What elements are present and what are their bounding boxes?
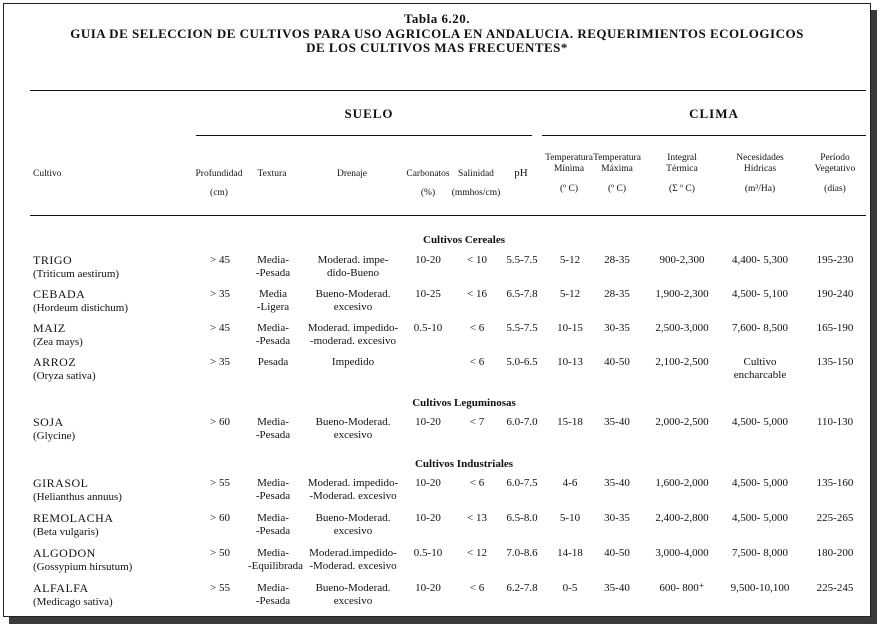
table-title-line1: GUIA DE SELECCION DE CULTIVOS PARA USO AGRICOLA EN ANDALUCIA. REQUERIMIENTOS ECOLOGICOS [70,26,804,41]
cell-tmin-line: 5-12 [559,288,581,300]
cell-water [720,477,800,490]
crop-name: CEBADA [33,287,86,301]
cell-texture-line: -Equilibrada [248,560,303,572]
cell-ph [502,288,542,301]
cell-period-line: 195-230 [816,254,854,266]
cell-ph [502,547,542,560]
crop-name: ARROZ [33,355,77,369]
cell-thermal-line: 1,900-2,300 [655,288,709,300]
crop-name: GIRASOL [33,476,89,490]
cell-sal [454,322,500,335]
cell-carb-line: 0.5-10 [413,322,443,334]
cell-tmax [594,416,640,429]
cell-sal-line: < 6 [469,356,485,368]
cell-carb [406,582,450,595]
cell-period-line: 165-190 [816,322,854,334]
cell-depth-line: > 35 [210,288,230,300]
cell-depth [200,322,240,335]
cell-tmin-line: 0-5 [562,582,578,594]
cell-tmax-line: 40-50 [604,547,630,559]
cell-drainage [300,416,406,442]
cell-water [720,416,800,429]
cell-texture-line: Media- [257,254,289,266]
cell-texture [248,322,298,348]
cell-period-line: 190-240 [816,288,854,300]
header-temp-max: Temperatura Máxima (º C) [593,153,641,194]
crop-scientific-name: (Hordeum distichum) [33,302,129,314]
cell-drainage [300,288,406,314]
cell-thermal [646,322,718,335]
cell-carb [406,477,450,490]
cell-water-line: 4,500- 5,100 [732,288,788,300]
cell-tmax-line: 35-40 [604,582,630,594]
cell-carb-line: 10-25 [415,288,441,300]
cell-depth-line: > 45 [210,254,230,266]
cell-thermal [646,547,718,560]
cell-tmin [546,416,594,429]
crop-name: MAIZ [33,321,66,335]
header-crop: Cultivo [33,169,62,179]
cell-drainage-line: excesivo [333,301,373,313]
cell-depth [200,512,240,525]
cell-ph-line: 6.0-7.5 [506,477,538,489]
cell-carb-line: 10-20 [415,512,441,524]
cell-tmin [546,547,594,560]
cell-ph-line: 6.2-7.8 [506,582,538,594]
cell-water-line: encharcable [733,369,787,381]
cell-depth [200,547,240,560]
cell-sal [454,254,500,267]
cell-sal [454,416,500,429]
cell-tmax [594,356,640,369]
crop-scientific-name: (Zea mays) [33,336,83,348]
cell-tmax [594,582,640,595]
cell-texture-line: Media- [257,512,289,524]
cell-carb-line: 0.5-10 [413,547,443,559]
cell-thermal-line: 2,400-2,800 [655,512,709,524]
cell-tmax [594,512,640,525]
cell-water [720,322,800,335]
cell-sal-line: < 6 [469,582,485,594]
cell-period-line: 110-130 [816,416,854,428]
cell-sal [454,582,500,595]
cell-texture [248,582,298,608]
cell-ph-line: 5.0-6.5 [506,356,538,368]
header-growing-period: Período Vegetativo (días) [814,153,856,194]
cell-period [804,582,866,595]
cell-water-line: 7,600- 8,500 [732,322,788,334]
cell-carb-line: 10-20 [415,416,441,428]
cell-tmax-line: 30-35 [604,322,630,334]
cell-texture-line: Media- [257,322,289,334]
cell-tmax-line: 28-35 [604,254,630,266]
cell-drainage [300,582,406,608]
cell-carb [406,512,450,525]
crop-name: SOJA [33,415,64,429]
cell-tmax [594,288,640,301]
cell-thermal [646,512,718,525]
cell-depth [200,477,240,490]
cell-depth [200,416,240,429]
cell-drainage-line: -Moderad. excesivo [309,560,397,572]
cell-sal [454,477,500,490]
cell-sal-line: < 7 [469,416,485,428]
cell-tmin [546,322,594,335]
cell-thermal [646,416,718,429]
cell-sal-line: < 6 [469,477,485,489]
cell-texture-line: Media- [257,582,289,594]
cell-thermal [646,582,718,595]
cell-depth-line: > 45 [210,322,230,334]
cell-period-line: 135-150 [816,356,854,368]
cell-water [720,512,800,525]
header-depth: Profundidad (cm) [195,169,243,198]
cell-period [804,416,866,429]
cell-tmin [546,582,594,595]
table-title-line2: DE LOS CULTIVOS MAS FRECUENTES* [306,40,568,55]
cell-drainage-line: Moderad. impedido- [307,322,399,334]
cell-drainage-line: Moderad.impedido- [309,547,397,559]
cell-ph-line: 5.5-7.5 [506,254,538,266]
cell-tmax-line: 40-50 [604,356,630,368]
cell-period [804,356,866,369]
cell-carb-line: 10-20 [415,477,441,489]
cell-water-line: 4,500- 5,000 [732,512,788,524]
cell-drainage-line: Bueno-Moderad. [315,416,391,428]
cell-drainage-line: excesivo [333,595,373,607]
cell-texture [248,254,298,280]
header-temp-min: Temperatura Mínima (º C) [545,153,593,194]
cell-thermal [646,288,718,301]
cell-sal-line: < 12 [467,547,487,559]
cell-texture-line: Media- [257,416,289,428]
cell-thermal-line: 900-2,300 [659,254,705,266]
cell-thermal-line: 600- 800⁺ [659,582,705,594]
cell-ph [502,512,542,525]
cell-tmin-line: 5-10 [559,512,581,524]
cell-depth-line: > 35 [210,356,230,368]
soil-group-rule [196,135,532,136]
section-title-industrial: Cultivos Industriales [414,458,514,470]
cell-thermal-line: 2,500-3,000 [655,322,709,334]
cell-thermal-line: 2,100-2,500 [655,356,709,368]
header-ph: pH [514,167,528,179]
cell-tmax-line: 28-35 [604,288,630,300]
group-header-soil: SUELO [344,106,394,121]
cell-water [720,547,800,560]
cell-drainage-line: excesivo [333,525,373,537]
cell-period [804,254,866,267]
cell-texture-line: -Pesada [255,429,291,441]
cell-ph [502,477,542,490]
cell-water-line: 4,500- 5,000 [732,416,788,428]
cell-carb [406,288,450,301]
cell-tmin-line: 15-18 [557,416,583,428]
crop-name: ALFALFA [33,581,89,595]
cell-drainage-line: -moderad. excesivo [309,335,397,347]
cell-period [804,288,866,301]
cell-drainage [300,512,406,538]
cell-depth-line: > 60 [210,512,230,524]
cell-sal [454,288,500,301]
cell-ph-line: 5.5-7.5 [506,322,538,334]
climate-group-rule [542,135,866,136]
cell-drainage-line: Moderad. impedido- [307,477,399,489]
cell-water-line: 4,500- 5,000 [732,477,788,489]
header-salinity: Salinidad (mmhos/cm) [451,169,501,198]
crop-scientific-name: (Triticum aestirum) [33,268,120,280]
cell-drainage-line: Bueno-Moderad. [315,288,391,300]
cell-drainage [300,547,406,573]
cell-texture-line: Media- [257,547,289,559]
table-number: Tabla 6.20. [403,11,471,26]
cell-texture-line: -Pesada [255,335,291,347]
header-water-needs: Necesidades Hídricas (m³/Ha) [736,153,784,194]
cell-tmax-line: 35-40 [604,477,630,489]
crop-name: TRIGO [33,253,73,267]
cell-drainage [300,356,406,369]
cell-texture-line: -Pesada [255,490,291,502]
document-page [3,3,871,617]
cell-texture-line: -Pesada [255,595,291,607]
cell-sal-line: < 10 [467,254,487,266]
cell-period-line: 180-200 [816,547,854,559]
cell-drainage [300,254,406,280]
top-rule [30,90,866,91]
cell-texture-line: Pesada [257,356,289,368]
cell-texture-line: -Ligera [256,301,290,313]
cell-drainage [300,322,406,348]
cell-texture [248,288,298,314]
section-title-legumes: Cultivos Leguminosas [412,397,516,409]
cell-tmin-line: 14-18 [557,547,583,559]
cell-sal-line: < 13 [467,512,487,524]
cell-texture [248,416,298,442]
cell-water [720,582,800,595]
cell-carb-line: 10-20 [415,254,441,266]
cell-water [720,254,800,267]
cell-carb [406,547,450,560]
cell-depth-line: > 55 [210,477,230,489]
cell-ph-line: 6.5-8.0 [506,512,538,524]
cell-depth-line: > 50 [210,547,230,559]
cell-texture [248,547,303,573]
cell-texture-line: -Pesada [255,525,291,537]
cell-tmin-line: 10-15 [557,322,583,334]
cell-tmin [546,477,594,490]
cell-drainage-line: -Moderad. excesivo [309,490,397,502]
cell-period [804,322,866,335]
header-rule [30,215,866,216]
cell-drainage-line: Bueno-Moderad. [315,512,391,524]
header-drainage: Drenaje [336,169,368,179]
cell-thermal [646,254,718,267]
cell-water-line: 4,400- 5,300 [732,254,788,266]
cell-drainage [300,477,406,503]
cell-depth-line: > 60 [210,416,230,428]
cell-sal-line: < 6 [469,322,485,334]
cell-texture-line: -Pesada [255,267,291,279]
header-texture: Textura [257,169,287,179]
cell-tmin-line: 5-12 [559,254,581,266]
crop-scientific-name: (Glycine) [33,430,76,442]
section-title-cereals: Cultivos Cereales [423,234,505,246]
cell-tmax [594,322,640,335]
cell-texture [248,356,298,369]
cell-ph [502,356,542,369]
cell-carb-line: 10-20 [415,582,441,594]
cell-period [804,477,866,490]
cell-depth [200,254,240,267]
cell-water [720,288,800,301]
cell-ph [502,322,542,335]
cell-carb [406,322,450,335]
cell-ph [502,582,542,595]
cell-depth [200,582,240,595]
cell-period-line: 225-265 [816,512,854,524]
crop-scientific-name: (Medicago sativa) [33,596,113,608]
cell-texture [248,477,298,503]
cell-thermal-line: 3,000-4,000 [655,547,709,559]
cell-texture [248,512,298,538]
cell-drainage-line: dido-Bueno [327,267,379,279]
cell-drainage-line: Bueno-Moderad. [315,582,391,594]
header-carbonates: Carbonatos (%) [406,169,450,198]
cell-sal-line: < 16 [467,288,487,300]
cell-period-line: 135-160 [816,477,854,489]
cell-tmax [594,477,640,490]
cell-tmax-line: 30-35 [604,512,630,524]
cell-thermal [646,477,718,490]
cell-carb [406,416,450,429]
group-header-climate: CLIMA [689,106,739,121]
crop-scientific-name: (Helianthus annuus) [33,491,122,503]
cell-carb [406,254,450,267]
cell-tmax [594,254,640,267]
cell-tmax-line: 35-40 [604,416,630,428]
crop-scientific-name: (Gossypium hirsutum) [33,561,133,573]
cell-water-line: 7,500- 8,000 [732,547,788,559]
cell-drainage-line: excesivo [333,429,373,441]
cell-texture-line: Media- [257,477,289,489]
cell-tmin [546,356,594,369]
cell-thermal-line: 1,600-2,000 [655,477,709,489]
cell-sal [454,512,500,525]
cell-depth [200,356,240,369]
cell-water-line: Cultivo [743,356,777,368]
cell-ph-line: 7.0-8.6 [506,547,538,559]
cell-water-line: 9,500-10,100 [730,582,790,594]
cell-drainage-line: Impedido [331,356,375,368]
cell-tmin [546,288,594,301]
crop-scientific-name: (Oryza sativa) [33,370,96,382]
cell-depth [200,288,240,301]
cell-tmax [594,547,640,560]
cell-tmin [546,512,594,525]
crop-name: ALGODON [33,546,96,560]
crop-scientific-name: (Beta vulgaris) [33,526,99,538]
cell-tmin-line: 4-6 [562,477,578,489]
cell-tmin-line: 10-13 [557,356,583,368]
cell-depth-line: > 55 [210,582,230,594]
cell-period [804,547,866,560]
crop-name: REMOLACHA [33,511,114,525]
cell-ph-line: 6.0-7.0 [506,416,538,428]
cell-sal [454,547,500,560]
cell-ph [502,254,542,267]
cell-drainage-line: Moderad. impe- [317,254,389,266]
cell-period-line: 225-245 [816,582,854,594]
cell-thermal-line: 2,000-2,500 [655,416,709,428]
cell-sal [454,356,500,369]
cell-ph-line: 6.5-7.8 [506,288,538,300]
cell-period [804,512,866,525]
cell-water [720,356,800,382]
cell-thermal [646,356,718,369]
cell-texture-line: Media [258,288,288,300]
cell-tmin [546,254,594,267]
header-thermal-integral: Integral Térmica (Σ º C) [666,153,698,194]
cell-ph [502,416,542,429]
